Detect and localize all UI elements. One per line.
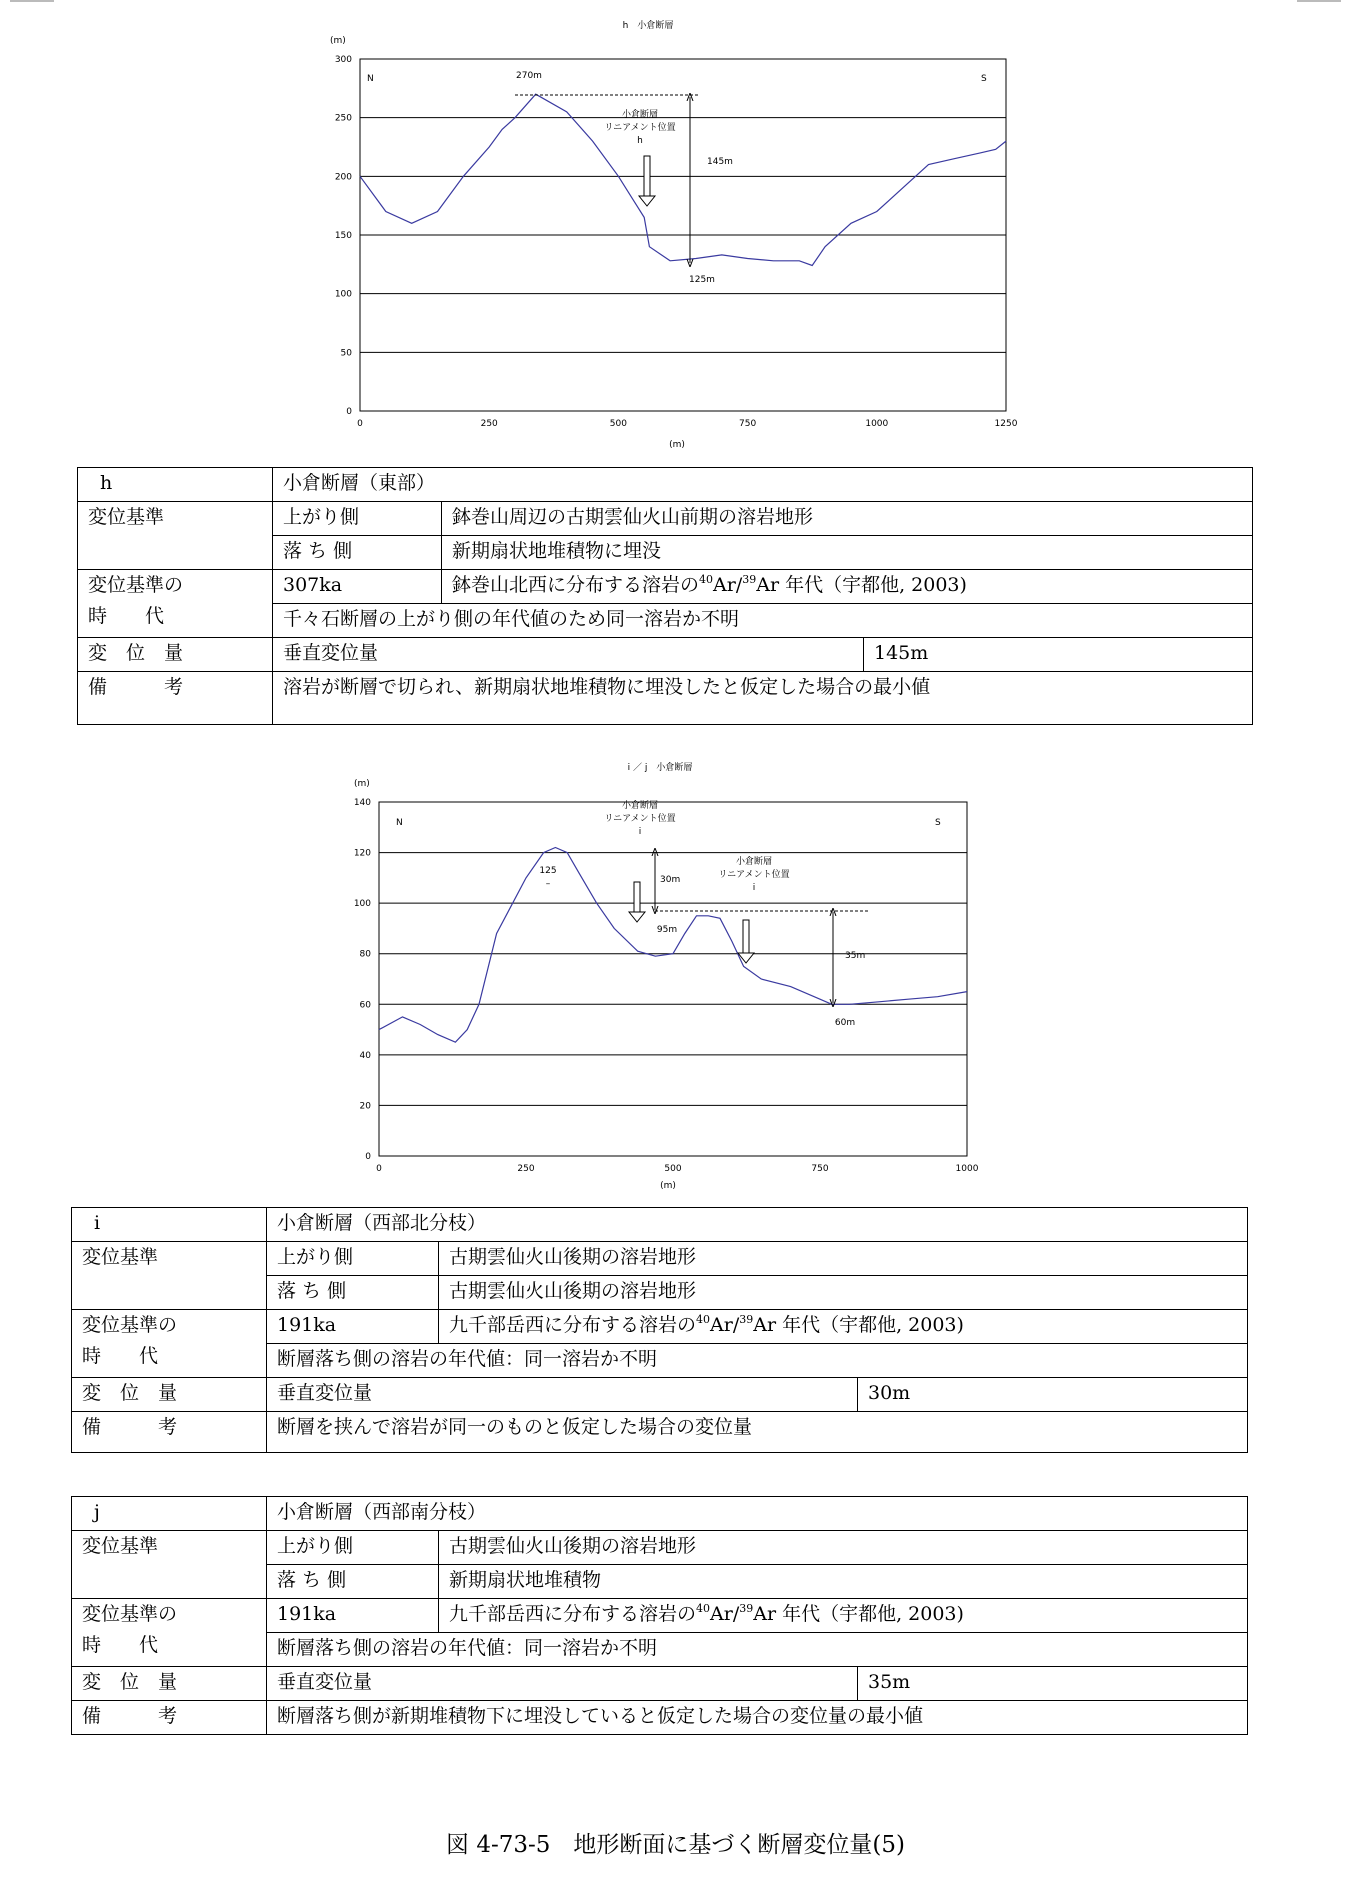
chart-ij-grid bbox=[379, 802, 967, 1156]
chart-ij-j-lineament-label-2: リニアメント位置 bbox=[718, 870, 790, 880]
table-j-remark-label: 備 考 bbox=[72, 1701, 267, 1735]
table-j-age-label-1: 変位基準の bbox=[82, 1603, 178, 1625]
table-i-id: i bbox=[72, 1208, 267, 1242]
chart-ij-x-unit: (m) bbox=[660, 1181, 676, 1191]
table-h-age-label-2: 時 代 bbox=[88, 605, 165, 627]
table-i-age-label-2: 時 代 bbox=[82, 1345, 159, 1367]
table-h-fault-name: 小倉断層（東部） bbox=[273, 468, 1253, 502]
chart-ij-peak-label-bottom: – bbox=[545, 879, 551, 889]
chart-h-x-tick-label: 750 bbox=[739, 419, 757, 429]
chart-h-y-tick-label: 0 bbox=[346, 407, 352, 417]
chart-ij-south-label: S bbox=[935, 818, 941, 828]
table-i-disp-label: 変 位 量 bbox=[72, 1378, 267, 1412]
chart-ij-y-tick-label: 0 bbox=[365, 1152, 371, 1162]
chart-ij-title: i ／ j 小倉断層 bbox=[627, 763, 693, 773]
chart-h-y-tick-label: 300 bbox=[334, 55, 352, 65]
table-i-age-note: 断層落ち側の溶岩の年代値：同一溶岩か不明 bbox=[267, 1344, 1248, 1378]
chart-ij-y-tick-label: 120 bbox=[353, 848, 371, 859]
chart-ij-j-displacement-label: 35m bbox=[845, 951, 866, 961]
chart-h-x-tick-label: 0 bbox=[357, 419, 363, 429]
chart-h-lineament-label-1: 小倉断層 bbox=[621, 110, 659, 120]
chart-h-displacement-label: 145m bbox=[707, 157, 733, 167]
fault-table-i bbox=[71, 1207, 1248, 1453]
table-j-disp-label: 変 位 量 bbox=[72, 1667, 267, 1701]
chart-ij-low-label: 60m bbox=[834, 1018, 856, 1028]
table-h-disp-label: 変 位 量 bbox=[78, 638, 273, 672]
chart-h-lineament-label-3: h bbox=[637, 136, 643, 146]
chart-h-y-tick-label: 250 bbox=[334, 113, 352, 124]
table-row bbox=[72, 1242, 1248, 1276]
chart-ij-y-tick-label: 100 bbox=[353, 899, 371, 910]
table-j-disp-kind: 垂直変位量 bbox=[267, 1667, 858, 1701]
table-row bbox=[72, 1310, 1248, 1344]
chart-ij-ticks bbox=[354, 798, 979, 1174]
table-row bbox=[72, 1667, 1248, 1701]
chart-ij-x-tick-label: 500 bbox=[664, 1164, 682, 1174]
chart-ij-mid-label: 95m bbox=[656, 925, 678, 935]
table-i-down-label: 落 ち 側 bbox=[267, 1276, 439, 1310]
table-h-remark: 溶岩が断層で切られ、新期扇状地堆積物に埋没したと仮定した場合の最小値 bbox=[273, 672, 1253, 725]
chart-h-y-tick-label: 50 bbox=[340, 348, 352, 359]
chart-ij-plot-frame bbox=[379, 802, 967, 1156]
table-j-ref-label: 変位基準 bbox=[72, 1531, 267, 1599]
chart-ij-x-tick-label: 250 bbox=[517, 1164, 535, 1174]
table-row bbox=[72, 1497, 1248, 1531]
chart-ij-i-lineament-label-3: i bbox=[638, 827, 642, 837]
table-row bbox=[72, 1599, 1248, 1633]
table-i-disp-kind: 垂直変位量 bbox=[267, 1378, 858, 1412]
chart-h-lineament-label-2: リニアメント位置 bbox=[604, 123, 676, 133]
table-h-down-value: 新期扇状地堆積物に埋没 bbox=[442, 536, 1253, 570]
table-h-remark-label: 備 考 bbox=[78, 672, 273, 725]
table-h-age-label-1: 変位基準の bbox=[88, 574, 184, 596]
chart-ij-i-displacement-label: 30m bbox=[660, 875, 681, 885]
chart-h-title: h 小倉断層 bbox=[622, 21, 674, 31]
table-j-age-label-2: 時 代 bbox=[82, 1634, 159, 1656]
table-i-remark: 断層を挟んで溶岩が同一のものと仮定した場合の変位量 bbox=[267, 1412, 1248, 1453]
table-h-up-value: 鉢巻山周辺の古期雲仙火山前期の溶岩地形 bbox=[442, 502, 1253, 536]
table-j-disp-value: 35m bbox=[858, 1667, 1248, 1701]
table-i-up-value: 古期雲仙火山後期の溶岩地形 bbox=[439, 1242, 1248, 1276]
chart-ij-x-tick-label: 1000 bbox=[955, 1164, 979, 1174]
chart-h-y-tick-label: 100 bbox=[334, 289, 352, 300]
table-j-down-label: 落 ち 側 bbox=[267, 1565, 439, 1599]
chart-h-valley-label: 125m bbox=[689, 275, 715, 285]
chart-ij-peak-label-top: 125 bbox=[539, 866, 557, 876]
chart-ij-y-unit: (m) bbox=[354, 779, 370, 789]
table-row bbox=[72, 1378, 1248, 1412]
chart-ij-j-lineament-label-1: 小倉断層 bbox=[735, 857, 773, 867]
table-j-up-label: 上がり側 bbox=[267, 1531, 439, 1565]
chart-h-x-tick-label: 500 bbox=[609, 419, 627, 429]
table-i-disp-value: 30m bbox=[858, 1378, 1248, 1412]
chart-ij-y-tick-label: 80 bbox=[359, 949, 371, 960]
table-i-age-label bbox=[72, 1310, 267, 1378]
table-i-age-label-1: 変位基準の bbox=[82, 1314, 178, 1336]
table-h-age-note: 千々石断層の上がり側の年代値のため同一溶岩か不明 bbox=[273, 604, 1253, 638]
chart-h-x-tick-label: 250 bbox=[480, 419, 498, 429]
table-h-up-label: 上がり側 bbox=[273, 502, 442, 536]
table-j-down-value: 新期扇状地堆積物 bbox=[439, 1565, 1248, 1599]
fault-table-j bbox=[71, 1496, 1248, 1735]
table-row bbox=[72, 1208, 1248, 1242]
chart-h-y-tick-label: 200 bbox=[334, 172, 352, 183]
table-j-remark: 断層落ち側が新期堆積物下に埋没していると仮定した場合の変位量の最小値 bbox=[267, 1701, 1248, 1735]
table-i-fault-name: 小倉断層（西部北分枝） bbox=[267, 1208, 1248, 1242]
chart-ij-y-tick-label: 140 bbox=[353, 798, 371, 808]
table-i-age-source: 九千部岳西に分布する溶岩の$^{40}$Ar/$^{39}$Ar 年代（宇都他, 2003) bbox=[439, 1310, 1248, 1344]
table-j-age-value: 191ka bbox=[267, 1599, 439, 1633]
table-i-ref-label: 変位基準 bbox=[72, 1242, 267, 1310]
table-i-down-value: 古期雲仙火山後期の溶岩地形 bbox=[439, 1276, 1248, 1310]
chart-h-south-label: S bbox=[981, 74, 987, 84]
table-j-age-note: 断層落ち側の溶岩の年代値：同一溶岩か不明 bbox=[267, 1633, 1248, 1667]
table-row bbox=[72, 1531, 1248, 1565]
chart-ij-i-lineament-label-2: リニアメント位置 bbox=[604, 814, 676, 824]
table-j-fault-name: 小倉断層（西部南分枝） bbox=[267, 1497, 1248, 1531]
table-h-disp-value: 145m bbox=[864, 638, 1253, 672]
table-h-ref-label: 変位基準 bbox=[78, 502, 273, 570]
chart-ij-j-lineament-label-3: i bbox=[752, 883, 756, 893]
table-i-up-label: 上がり側 bbox=[267, 1242, 439, 1276]
chart-h-peak-label: 270m bbox=[516, 71, 542, 81]
table-h-down-label: 落 ち 側 bbox=[273, 536, 442, 570]
chart-h-x-tick-label: 1250 bbox=[994, 419, 1018, 429]
chart-ij-y-tick-label: 60 bbox=[359, 1000, 371, 1011]
chart-ij-y-tick-label: 40 bbox=[359, 1050, 371, 1061]
table-h-age-value: 307ka bbox=[273, 570, 442, 604]
table-h-id: h bbox=[78, 468, 273, 502]
chart-ij-x-tick-label: 0 bbox=[376, 1164, 382, 1174]
table-j-age-label bbox=[72, 1599, 267, 1667]
table-i-age-value: 191ka bbox=[267, 1310, 439, 1344]
table-i-remark-label: 備 考 bbox=[72, 1412, 267, 1453]
chart-ij-x-tick-label: 750 bbox=[811, 1164, 829, 1174]
chart-h-north-label: N bbox=[367, 74, 374, 84]
chart-ij-j-lineament-arrow bbox=[738, 920, 754, 963]
table-row bbox=[72, 1412, 1248, 1453]
table-j-up-value: 古期雲仙火山後期の溶岩地形 bbox=[439, 1531, 1248, 1565]
chart-h-x-tick-label: 1000 bbox=[865, 419, 889, 429]
table-h-age-source: 鉢巻山北西に分布する溶岩の$^{40}$Ar/$^{39}$Ar 年代（宇都他, 2003) bbox=[442, 570, 1253, 604]
table-row bbox=[72, 1701, 1248, 1735]
chart-ij-i-lineament-arrow bbox=[629, 882, 645, 922]
chart-ij-y-tick-label: 20 bbox=[359, 1101, 371, 1112]
chart-ij-i-lineament-label-1: 小倉断層 bbox=[621, 801, 659, 811]
table-j-age-source: 九千部岳西に分布する溶岩の$^{40}$Ar/$^{39}$Ar 年代（宇都他, 2003) bbox=[439, 1599, 1248, 1633]
figure-caption: 図 4-73-5 地形断面に基づく断層変位量(5) bbox=[446, 1832, 905, 1858]
chart-h-y-unit: (m) bbox=[330, 36, 346, 46]
chart-ij-north-label: N bbox=[396, 818, 403, 828]
table-j-id: j bbox=[72, 1497, 267, 1531]
chart-h-y-tick-label: 150 bbox=[334, 231, 352, 241]
table-h-disp-kind: 垂直変位量 bbox=[273, 638, 864, 672]
chart-h-x-unit: (m) bbox=[669, 440, 685, 450]
